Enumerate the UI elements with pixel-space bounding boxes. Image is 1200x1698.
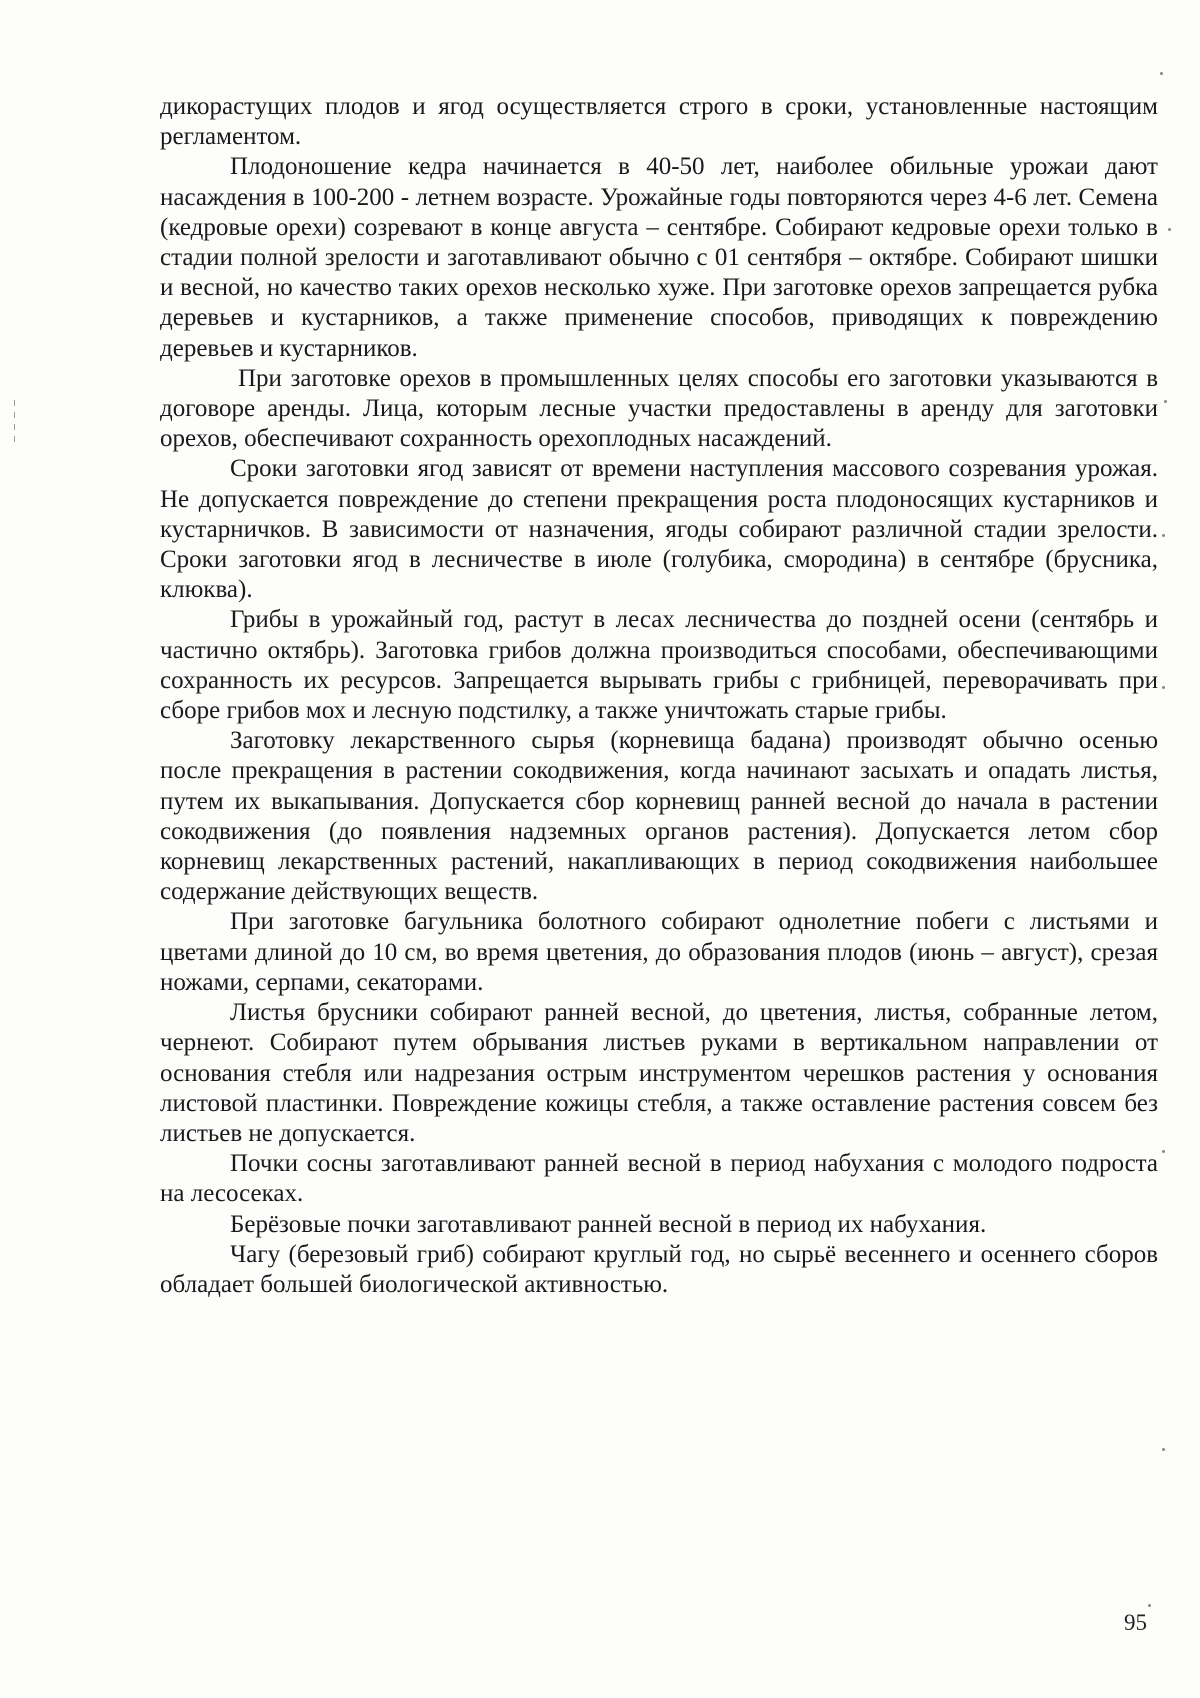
paragraph-chaga: Чагу (березовый гриб) собирают круглый год, но сырьё весеннего и осеннего сборов обладает большей биологической активностью.	[160, 1240, 1158, 1298]
paragraph-pine-buds: Почки сосны заготавливают ранней весной в период набухания с молодого подроста на лесосеках.	[160, 1150, 1158, 1208]
paragraph-ledum: При заготовке багульника болотного собирают однолетние побеги с листьями и цветами длиной до 10 см, во время цветения, до образования плодов (июнь – август), срезая ножами, серпами, секаторами.	[160, 908, 1158, 996]
paragraph-cedar-nuts: Плодоношение кедра начинается в 40-50 лет, наиболее обильные урожаи дают насаждения в 100-200 - летнем возрасте. Урожайные годы повторяются через 4-6 лет. Семена (кедровые орехи) созревают в конце августа – сентябре. Собирают кедровые орехи только в стадии полной зрелости и заготавливают обычно с 01 сентября – октябре. Собирают шишки и весной, но качество таких орехов несколько хуже. При заготовке орехов запрещается рубка деревьев и кустарников, а также применение способов, приводящих к повреждению деревьев и кустарников.	[160, 153, 1158, 362]
document-body	[160, 92, 1158, 1300]
scan-speck	[1148, 1604, 1151, 1607]
paragraph-nuts-industrial: При заготовке орехов в промышленных целях способы его заготовки указываются в договоре аренды. Лица, которым лесные участки предоставлены в аренду для заготовки орехов, обеспечивают сохранность орехоплодных насаждений.	[160, 364, 1158, 453]
paragraph-mushrooms: Грибы в урожайный год, растут в лесах лесничества до поздней осени (сентябрь и частично октябрь). Заготовка грибов должна производиться способами, обеспечивающими сохранность их ресурсов. Запрещается вырывать грибы с грибницей, переворачивать при сборе грибов мох и лесную подстилку, а также уничтожать старые грибы.	[160, 606, 1158, 725]
scan-margin-mark	[14, 412, 15, 418]
scan-speck	[1162, 686, 1165, 689]
paragraph-lingonberry-leaves: Листья брусники собирают ранней весной, до цветения, листья, собранные летом, чернеют. Собирают путем обрывания листьев руками в вертикальном направлении от основания стебля или надрезания острым инструментом черешков растения у основания листовой пластинки. Повреждение кожицы стебля, а также оставление растения совсем без листьев не допускается.	[160, 999, 1158, 1147]
scan-speck	[1164, 400, 1167, 403]
scan-speck	[1162, 534, 1165, 537]
scan-margin-mark	[14, 436, 15, 442]
paragraph-medicinal-raw: Заготовку лекарственного сырья (корневища бадана) производят обычно осенью после прекращения в растении сокодвижения, когда начинают засыхать и опадать листья, путем их выкапывания. Допускается сбор корневищ ранней весной до начала в растении сокодвижения (до появления надземных органов растения). Допускается летом сбор корневищ лекарственных растений, накапливающих в период сокодвижения наибольшее содержание действующих веществ.	[160, 727, 1158, 906]
scan-margin-mark	[14, 424, 15, 430]
paragraph-birch-buds: Берёзовые почки заготавливают ранней весной в период их набухания.	[230, 1210, 987, 1238]
paragraph-berries: Сроки заготовки ягод зависят от времени наступления массового созревания урожая. Не допускается повреждение до степени прекращения роста плодоносящих кустарников и кустарничков. В зависимости от назначения, ягоды собирают различной стадии зрелости. Сроки заготовки ягод в лесничестве в июле (голубика, смородина) в сентябре (брусника, клюква).	[160, 455, 1158, 604]
scan-speck	[1168, 228, 1171, 231]
scan-speck	[1162, 1150, 1165, 1153]
scan-speck	[1160, 72, 1163, 75]
scan-speck	[1162, 1448, 1165, 1451]
paragraph-intro-continuation: дикорастущих плодов и ягод осуществляется строго в сроки, установленные настоящим регламентом.	[160, 93, 1158, 151]
page-number: 95	[1124, 1610, 1147, 1635]
scan-margin-mark	[14, 400, 15, 406]
